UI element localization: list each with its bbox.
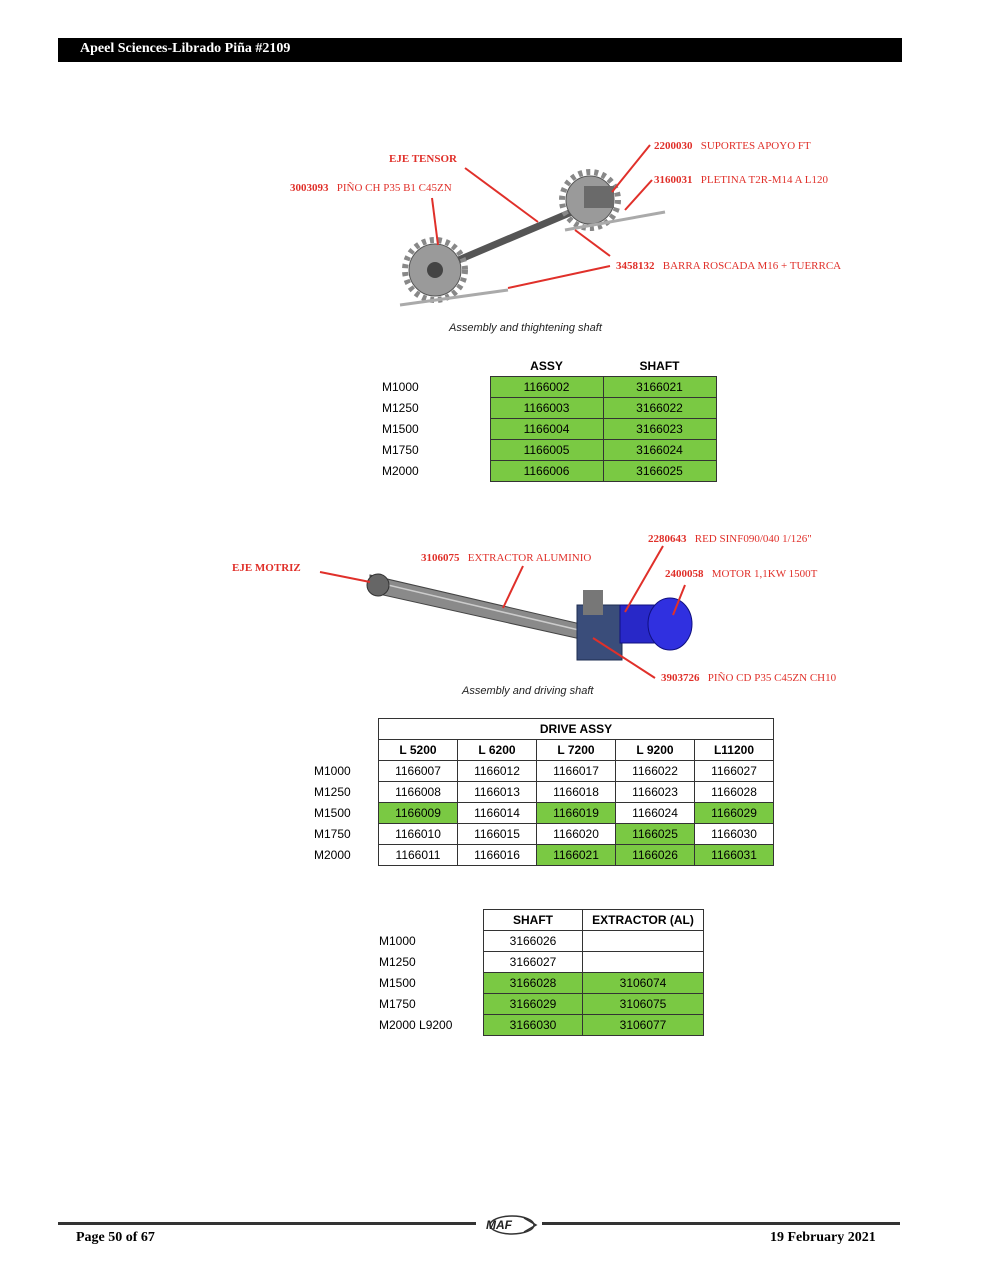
row-label: M1500	[314, 806, 351, 820]
table-cell: 1166015	[458, 824, 537, 845]
table-cell: 3166028	[484, 973, 583, 994]
table-cell: 1166011	[379, 845, 458, 866]
table-cell: 3106077	[583, 1015, 704, 1036]
table-cell: 1166022	[616, 761, 695, 782]
table-cell: 1166023	[616, 782, 695, 803]
table-cell: 1166008	[379, 782, 458, 803]
shaft-extractor-table	[379, 909, 704, 1036]
row-label: M1500	[379, 976, 416, 990]
table-cell: 3166022	[603, 398, 716, 419]
table-row	[314, 761, 774, 782]
table-cell: 3166021	[603, 377, 716, 398]
footer-rule-left	[58, 1222, 476, 1225]
row-label: M1750	[314, 827, 351, 841]
tensioner-shaft-illustration	[280, 130, 900, 320]
table-cell: 1166019	[537, 803, 616, 824]
table-cell: 3166030	[484, 1015, 583, 1036]
drive-assy-table	[314, 718, 774, 866]
row-label: M1750	[379, 997, 416, 1011]
table-cell: 1166012	[458, 761, 537, 782]
table-cell	[583, 952, 704, 973]
page-number: Page 50 of 67	[76, 1230, 155, 1245]
callout-eje-tensor: EJE TENSOR	[389, 153, 457, 165]
maf-logo	[482, 1214, 538, 1236]
table-row	[314, 782, 774, 803]
table-cell: 1166028	[695, 782, 774, 803]
table-cell: 1166024	[616, 803, 695, 824]
table-row	[314, 845, 774, 866]
table-cell: 1166027	[695, 761, 774, 782]
table-cell: 1166025	[616, 824, 695, 845]
figure1-caption: Assembly and thightening shaft	[449, 322, 602, 334]
table-cell: 3166024	[603, 440, 716, 461]
maf-logo-text: MAF	[486, 1218, 512, 1232]
row-label: M2000	[382, 464, 419, 478]
col-header-extractor: EXTRACTOR (AL)	[583, 910, 704, 931]
row-label: M1000	[379, 934, 416, 948]
col-header-shaft: SHAFT	[639, 359, 680, 373]
row-label: M1000	[314, 764, 351, 778]
row-label: M1250	[314, 785, 351, 799]
table-cell: 3166026	[484, 931, 583, 952]
footer-date: 19 February 2021	[770, 1230, 876, 1245]
col-header: L 6200	[458, 740, 537, 761]
table-row	[379, 973, 704, 994]
table-row	[379, 931, 704, 952]
row-label: M1750	[382, 443, 419, 457]
assy-shaft-table	[382, 356, 717, 482]
col-header-shaft: SHAFT	[484, 910, 583, 931]
table-row	[382, 461, 716, 482]
row-label: M1500	[382, 422, 419, 436]
col-header: L 7200	[537, 740, 616, 761]
table-cell: 3166025	[603, 461, 716, 482]
table-cell: 1166004	[490, 419, 603, 440]
callout-2200030: 2200030 SUPORTES APOYO FT	[654, 140, 811, 152]
table-cell: 1166010	[379, 824, 458, 845]
row-label: M1250	[382, 401, 419, 415]
table-cell: 1166030	[695, 824, 774, 845]
col-header: L 9200	[616, 740, 695, 761]
table-cell: 1166020	[537, 824, 616, 845]
table-cell: 1166014	[458, 803, 537, 824]
document-title: Apeel Sciences-Librado Piña #2109	[80, 41, 291, 56]
table-cell: 1166005	[490, 440, 603, 461]
row-label: M2000	[314, 848, 351, 862]
row-label: M1000	[382, 380, 419, 394]
table-row	[379, 952, 704, 973]
table-row	[382, 377, 716, 398]
table-cell: 1166018	[537, 782, 616, 803]
table-row	[379, 994, 704, 1015]
col-header: L 5200	[379, 740, 458, 761]
footer-rule-right	[542, 1222, 900, 1225]
callout-3003093: 3003093 PIÑO CH P35 B1 C45ZN	[290, 182, 452, 194]
callout-3106075: 3106075 EXTRACTOR ALUMINIO	[421, 552, 592, 564]
drive-assy-title: DRIVE ASSY	[379, 719, 774, 740]
table-row	[382, 398, 716, 419]
table-cell	[583, 931, 704, 952]
table-row	[382, 440, 716, 461]
callout-2280643: 2280643 RED SINF090/040 1/126"	[648, 533, 812, 545]
col-header: L11200	[695, 740, 774, 761]
table-cell: 3106075	[583, 994, 704, 1015]
table-cell: 1166031	[695, 845, 774, 866]
table-cell: 1166003	[490, 398, 603, 419]
row-label: M1250	[379, 955, 416, 969]
table-cell: 3166027	[484, 952, 583, 973]
table-cell: 1166002	[490, 377, 603, 398]
table-cell: 3166023	[603, 419, 716, 440]
table-row	[382, 419, 716, 440]
callout-eje-motriz: EJE MOTRIZ	[232, 562, 301, 574]
table-cell: 1166017	[537, 761, 616, 782]
callout-3458132: 3458132 BARRA ROSCADA M16 + TUERRCA	[616, 260, 842, 272]
table-row	[314, 824, 774, 845]
table-row	[379, 1015, 704, 1036]
table-row	[314, 803, 774, 824]
callout-3903726: 3903726 PIÑO CD P35 C45ZN CH10	[661, 672, 837, 684]
callout-3160031: 3160031 PLETINA T2R-M14 A L120	[654, 174, 828, 186]
table-cell: 1166007	[379, 761, 458, 782]
table-cell: 1166026	[616, 845, 695, 866]
table-cell: 1166009	[379, 803, 458, 824]
row-label: M2000 L9200	[379, 1018, 453, 1032]
callout-2400058: 2400058 MOTOR 1,1KW 1500T	[665, 568, 818, 580]
table-cell: 1166021	[537, 845, 616, 866]
table-cell: 1166016	[458, 845, 537, 866]
table-cell: 3106074	[583, 973, 704, 994]
table-cell: 1166029	[695, 803, 774, 824]
table-cell: 3166029	[484, 994, 583, 1015]
col-header-assy: ASSY	[530, 359, 563, 373]
table-cell: 1166013	[458, 782, 537, 803]
table-cell: 1166006	[490, 461, 603, 482]
figure2-caption: Assembly and driving shaft	[462, 685, 594, 697]
